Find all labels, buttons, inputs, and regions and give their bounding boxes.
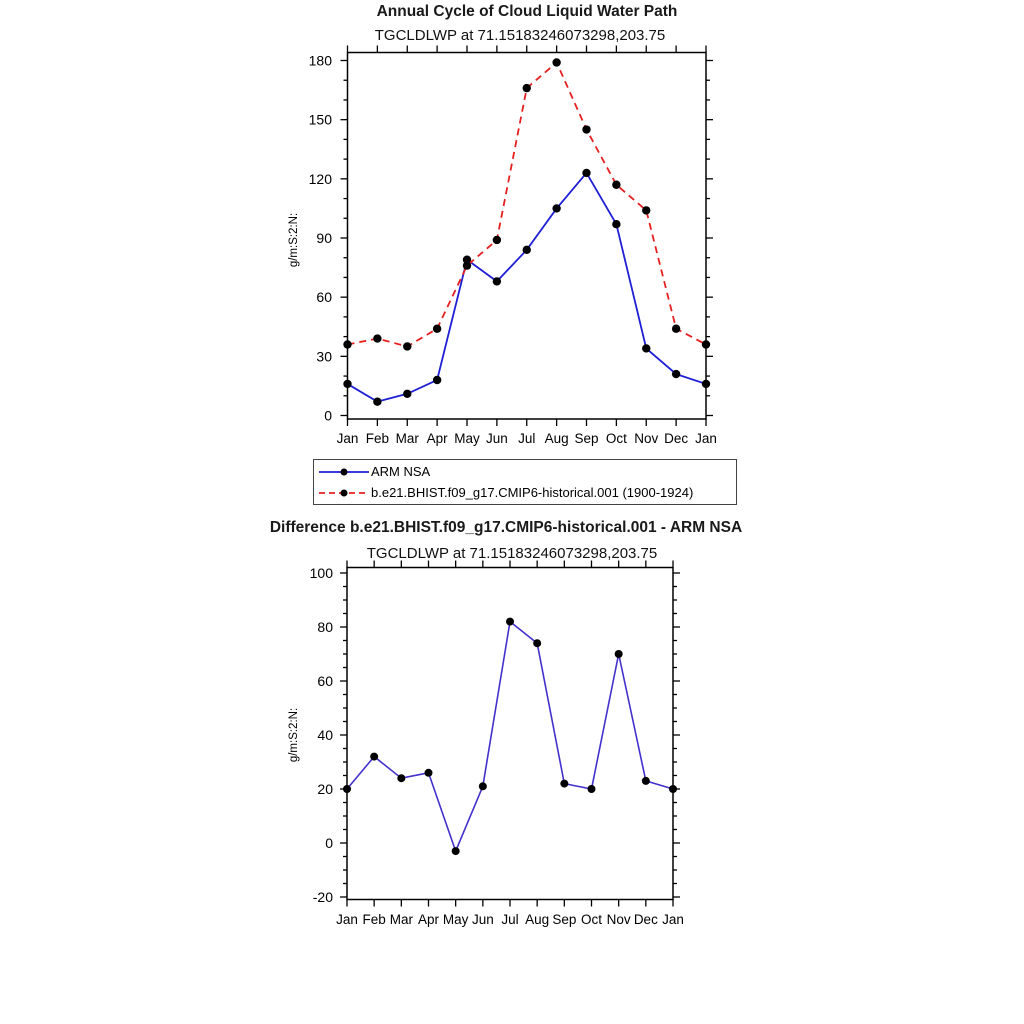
chart1-subtitle: TGCLDLWP at 71.15183246073298,203.75 xyxy=(374,27,666,44)
month-label: Nov xyxy=(634,431,659,446)
month-label: Jun xyxy=(485,431,508,446)
data-point-marker xyxy=(672,325,680,333)
month-label: Jan xyxy=(695,431,717,446)
month-label: Nov xyxy=(606,912,631,927)
data-point-marker xyxy=(642,206,650,214)
y-axis-tick-label: -20 xyxy=(312,889,333,905)
month-label: Aug xyxy=(544,431,569,446)
chart2-plot xyxy=(250,558,730,938)
y-axis-tick-label: 150 xyxy=(308,111,332,128)
chart2-title: Difference b.e21.BHIST.f09_g17.CMIP6-historical.001 - ARM NSA xyxy=(269,519,743,536)
month-label: Apr xyxy=(426,431,448,446)
data-point-marker xyxy=(373,397,381,405)
month-label: Jul xyxy=(518,431,536,446)
data-point-marker xyxy=(642,777,650,785)
y-axis-tick-label: 60 xyxy=(317,673,333,689)
series-line-1 xyxy=(348,62,707,346)
y-axis-tick-label: 90 xyxy=(316,230,332,247)
data-point-marker xyxy=(403,390,411,398)
y-axis-tick-label: 0 xyxy=(325,835,333,851)
data-point-marker xyxy=(343,380,351,388)
y-axis-tick-label: 40 xyxy=(317,727,333,743)
month-label: Jun xyxy=(471,912,494,927)
y-axis-tick-label: 20 xyxy=(317,781,333,797)
legend-sample-marker xyxy=(341,489,348,496)
month-label: Apr xyxy=(417,912,440,927)
data-point-marker xyxy=(612,181,620,189)
month-label: Sep xyxy=(574,431,599,446)
month-label: Mar xyxy=(395,431,419,446)
month-label: Dec xyxy=(664,431,689,446)
data-point-marker xyxy=(452,847,460,855)
y-axis-tick-label: 80 xyxy=(317,619,333,635)
data-point-marker xyxy=(425,769,433,777)
data-point-marker xyxy=(397,774,405,782)
data-point-marker xyxy=(493,236,501,244)
month-label: Oct xyxy=(605,431,627,446)
data-point-marker xyxy=(373,334,381,342)
chart1-title: Annual Cycle of Cloud Liquid Water Path xyxy=(376,3,678,20)
legend-label-arm-nsa: ARM NSA xyxy=(371,464,431,479)
chart1-plot xyxy=(250,45,770,450)
legend-item-model xyxy=(314,482,736,503)
legend-label-model: b.e21.BHIST.f09_g17.CMIP6-historical.001 (1900-1924) xyxy=(371,485,694,500)
month-label: Jan xyxy=(662,912,684,927)
y-axis-tick-label: 180 xyxy=(308,52,332,69)
legend-item-arm-nsa xyxy=(314,461,736,482)
chart2-subtitle: TGCLDLWP at 71.15183246073298,203.75 xyxy=(366,545,658,562)
data-point-marker xyxy=(533,639,541,647)
data-point-marker xyxy=(479,782,487,790)
data-point-marker xyxy=(523,246,531,254)
data-point-marker xyxy=(433,325,441,333)
data-point-marker xyxy=(702,380,710,388)
legend-line-sample-arm-nsa xyxy=(317,466,371,478)
data-point-marker xyxy=(433,376,441,384)
data-point-marker xyxy=(672,370,680,378)
legend-line-sample-model xyxy=(317,487,371,499)
data-point-marker xyxy=(612,220,620,228)
month-label: Dec xyxy=(633,912,658,927)
data-point-marker xyxy=(493,277,501,285)
data-point-marker xyxy=(669,785,677,793)
data-point-marker xyxy=(582,125,590,133)
month-label: Jan xyxy=(336,431,359,446)
month-label: Jul xyxy=(501,912,519,927)
chart1-legend xyxy=(313,459,737,505)
month-label: Sep xyxy=(552,912,577,927)
data-point-marker xyxy=(588,785,596,793)
month-label: Aug xyxy=(525,912,550,927)
data-point-marker xyxy=(552,58,560,66)
series-line-0 xyxy=(348,173,707,402)
data-point-marker xyxy=(343,340,351,348)
data-point-marker xyxy=(403,342,411,350)
y-axis-tick-label: 60 xyxy=(316,289,332,306)
month-label: Jan xyxy=(336,912,358,927)
y-axis-tick-label: 120 xyxy=(308,170,332,187)
month-label: Feb xyxy=(362,912,386,927)
legend-sample-marker xyxy=(341,468,348,475)
month-label: May xyxy=(454,431,480,446)
data-point-marker xyxy=(642,344,650,352)
data-point-marker xyxy=(702,340,710,348)
month-label: Oct xyxy=(580,912,603,927)
data-point-marker xyxy=(343,785,351,793)
series-line-0 xyxy=(347,622,673,852)
data-point-marker xyxy=(560,780,568,788)
data-point-marker xyxy=(582,169,590,177)
data-point-marker xyxy=(370,753,378,761)
data-point-marker xyxy=(506,618,514,626)
data-point-marker xyxy=(523,84,531,92)
y-axis-unit-label: g/m:S:2:N: xyxy=(288,707,300,763)
data-point-marker xyxy=(463,261,471,269)
plot-frame xyxy=(347,568,673,900)
y-axis-unit-label: g/m:S:2:N: xyxy=(288,212,300,268)
y-axis-tick-label: 30 xyxy=(316,348,332,365)
month-label: Feb xyxy=(365,431,390,446)
y-axis-tick-label: 0 xyxy=(324,407,332,424)
data-point-marker xyxy=(615,650,623,658)
y-axis-tick-label: 100 xyxy=(309,565,333,581)
month-label: Mar xyxy=(389,912,413,927)
data-point-marker xyxy=(552,204,560,212)
month-label: May xyxy=(442,912,469,927)
